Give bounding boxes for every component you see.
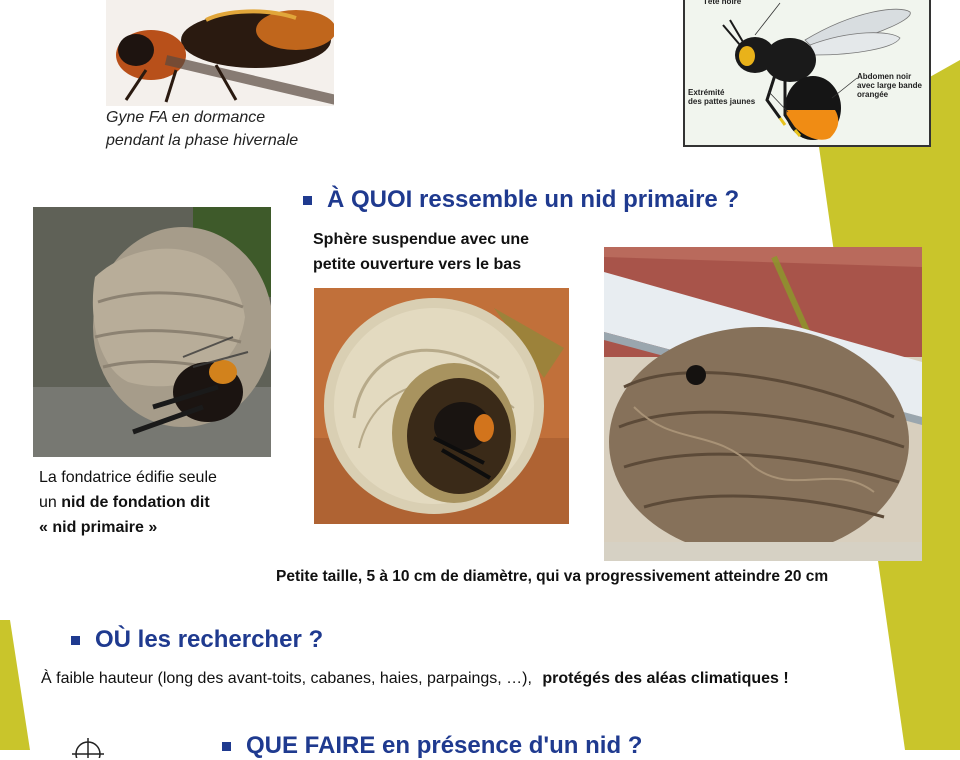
square-bullet-icon bbox=[303, 196, 312, 205]
diagram-label-line: des pattes jaunes bbox=[688, 97, 756, 106]
caption-text: un bbox=[39, 494, 62, 511]
foundress-caption bbox=[39, 465, 289, 540]
diagram-label-line: Abdomen noir bbox=[857, 72, 912, 81]
caption-line: Gyne FA en dormance bbox=[106, 109, 266, 126]
foundress-nest-photo bbox=[33, 207, 271, 457]
where-text-normal: À faible hauteur (long des avant-toits, cabanes, haies, parpaings, …), bbox=[41, 670, 532, 687]
square-bullet-icon bbox=[71, 636, 80, 645]
square-bullet-icon bbox=[222, 742, 231, 751]
dormant-queen-caption bbox=[106, 106, 366, 152]
primary-nest-opening-photo bbox=[314, 288, 569, 524]
caption-bold-text: nid de fondation dit bbox=[61, 494, 210, 511]
where-text-bold: protégés des aléas climatiques ! bbox=[542, 670, 789, 687]
caption-line bbox=[39, 490, 289, 515]
subtitle-line: Sphère suspendue avec une bbox=[313, 231, 530, 248]
heading-text: À QUOI ressemble un nid primaire ? bbox=[327, 186, 740, 213]
caption-line: pendant la phase hivernale bbox=[106, 132, 299, 149]
heading-text: QUE FAIRE en présence d'un nid ? bbox=[246, 732, 643, 759]
heading-a-quoi bbox=[303, 186, 739, 214]
nest-size-note: Petite taille, 5 à 10 cm de diamètre, qui va progressivement atteindre 20 cm bbox=[276, 568, 829, 585]
caption-bold-text: « nid primaire » bbox=[39, 519, 158, 536]
where-to-look-text bbox=[41, 666, 941, 691]
heading-text: OÙ les rechercher ? bbox=[95, 626, 324, 653]
crosshair-icon bbox=[68, 738, 108, 758]
heading-ou bbox=[71, 626, 323, 654]
heading-que-faire bbox=[222, 732, 642, 760]
caption-line: La fondatrice édifie seule bbox=[39, 469, 217, 486]
subtitle-line: petite ouverture vers le bas bbox=[313, 256, 522, 273]
nest-under-roof-photo bbox=[604, 247, 922, 561]
diagram-label-line: Extrémité bbox=[688, 88, 725, 97]
dormant-queen-photo bbox=[106, 0, 334, 106]
hornet-identification-diagram bbox=[683, 0, 931, 147]
nest-subtitle bbox=[313, 227, 593, 277]
diagram-label-legs bbox=[688, 88, 755, 106]
diagram-label-head: Tête noire bbox=[703, 0, 742, 6]
diagram-label-abdomen bbox=[857, 72, 922, 99]
diagram-label-line: avec large bande bbox=[857, 81, 922, 90]
diagram-label-line: orangée bbox=[857, 90, 889, 99]
